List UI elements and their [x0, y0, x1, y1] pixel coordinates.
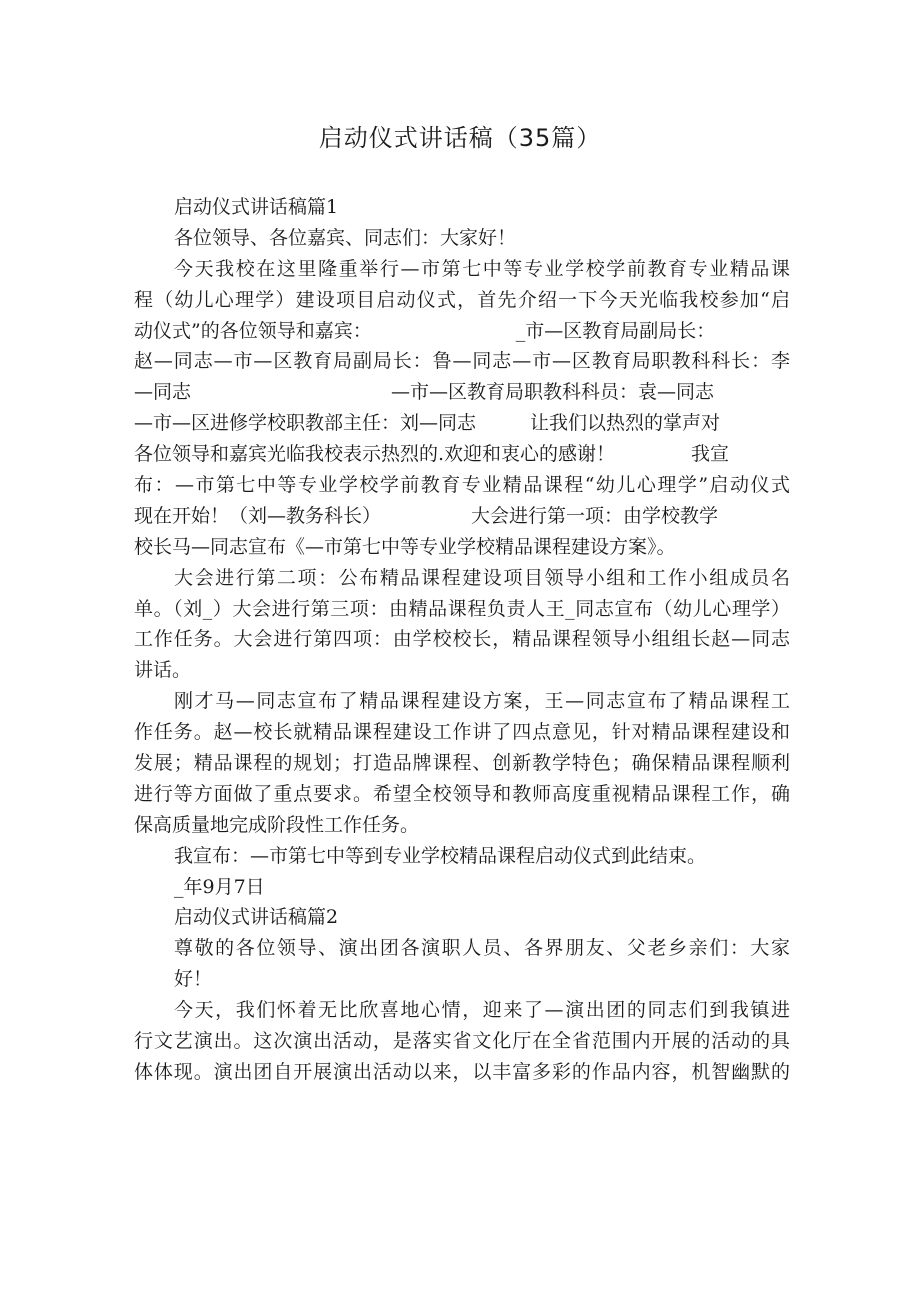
text-segment: 各位领导和嘉宾光临我校表示热烈的.欢迎和衷心的感谢！: [134, 443, 616, 466]
text-line: 工作任务。大会进行第四项：由学校校长，精品课程领导小组组长赵—同志: [134, 628, 790, 651]
text-line: 保高质量地完成阶段性工作任务。: [134, 813, 420, 836]
text-line: 刚才马—同志宣布了精品课程建设方案，王—同志宣布了精品课程工: [174, 690, 790, 713]
text-line: [134, 501, 790, 532]
text-line: 单。（刘_）大会进行第三项：由精品课程负责人王_同志宣布（幼儿心理学）: [134, 597, 790, 620]
text-line: 讲话。: [134, 659, 192, 682]
greeting-line: 各位领导、各位嘉宾、同志们：大家好！: [174, 226, 517, 249]
text-line: 今天，我们怀着无比欣喜地心情，迎来了—演出团的同志们到我镇进: [174, 999, 790, 1022]
text-segment: 我宣: [691, 443, 730, 466]
section-heading: 启动仪式讲话稿篇1: [174, 196, 339, 218]
text-segment: 大会进行第一项：由学校教学: [471, 504, 719, 527]
text-line: 我宣布：—市第七中等到专业学校精品课程启动仪式到此结束。: [174, 844, 707, 867]
text-line: 赵—同志—市—区教育局副局长：鲁—同志—市—区教育局职教科科长：李: [134, 350, 790, 373]
text-line: 作任务。赵—校长就精品课程建设工作讲了四点意见，针对精品课程建设和: [134, 721, 790, 744]
text-segment: 现在开始！（刘—教务科长）: [134, 504, 382, 527]
date-line: _年9月7日: [174, 875, 265, 898]
text-line: 行文艺演出。这次演出活动，是落实省文化厅在全省范围内开展的活动的具: [134, 1030, 790, 1053]
section-heading: 启动仪式讲话稿篇2: [174, 906, 339, 929]
greeting-line: 好！: [174, 968, 213, 991]
text-line: 发展；精品课程的规划；打造品牌课程、创新教学特色；确保精品课程顺利: [134, 752, 790, 775]
text-line: [134, 439, 790, 470]
document-title: 启动仪式讲话稿（35篇）: [318, 124, 602, 152]
text-line: 体体现。演出团自开展演出活动以来，以丰富多彩的作品内容，机智幽默的: [134, 1060, 790, 1083]
text-line: [134, 316, 790, 347]
text-segment: 让我们以热烈的掌声对: [530, 412, 721, 435]
text-segment: —市—区教育局职教科科员：袁—同志: [391, 381, 715, 404]
text-line: [134, 408, 790, 439]
text-line: 今天我校在这里隆重举行—市第七中等专业学校学前教育专业精品课: [174, 257, 790, 280]
text-line: 程（幼儿心理学）建设项目启动仪式，首先介绍一下今天光临我校参加“启: [134, 288, 790, 311]
text-segment: —同志: [134, 381, 192, 404]
text-line: 大会进行第二项：公布精品课程建设项目领导小组和工作小组成员名: [174, 566, 790, 589]
text-line: 进行等方面做了重点要求。希望全校领导和教师高度重视精品课程工作，确: [134, 782, 790, 805]
text-line: [134, 377, 790, 408]
document-body: [134, 192, 790, 1088]
greeting-line: 尊敬的各位领导、演出团各演职人员、各界朋友、父老乡亲们：大家: [174, 937, 790, 960]
text-segment: _市—区教育局副局长：: [515, 319, 716, 342]
text-line: 校长马—同志宣布《—市第七中等专业学校精品课程建设方案》。: [134, 535, 676, 558]
text-segment: —市—区进修学校职教部主任：刘—同志: [134, 412, 477, 435]
text-line: 布：—市第七中等专业学校学前教育专业精品课程“幼儿心理学”启动仪式: [134, 474, 790, 497]
text-segment: 动仪式”的各位领导和嘉宾：: [134, 319, 372, 342]
